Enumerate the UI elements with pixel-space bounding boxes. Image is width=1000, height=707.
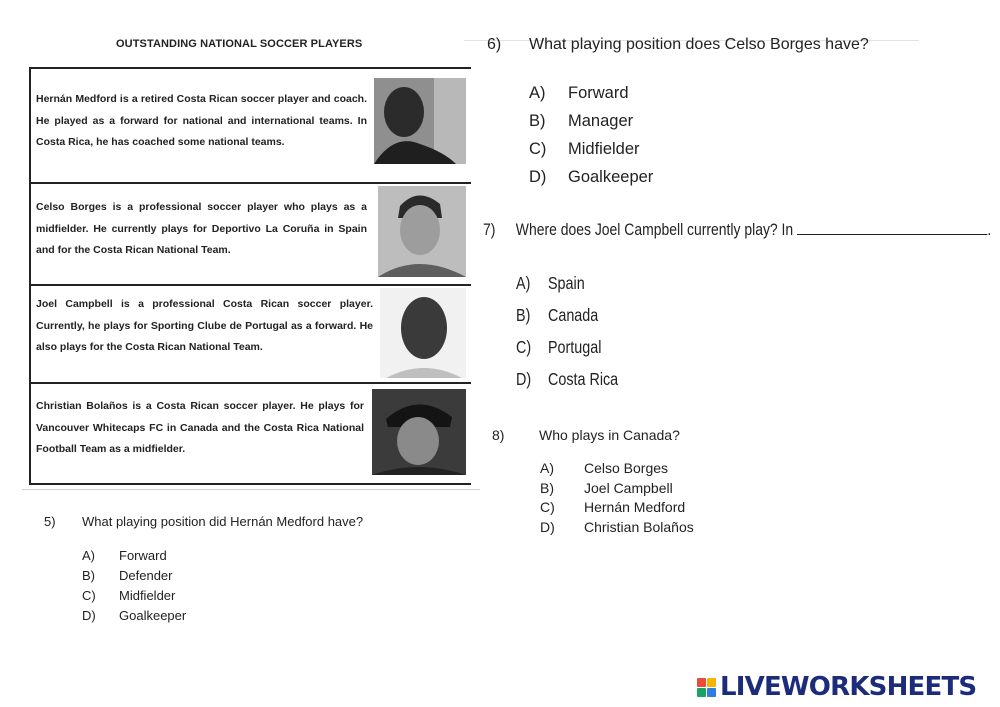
liveworksheets-logo[interactable] bbox=[697, 672, 976, 702]
question-5 bbox=[44, 514, 363, 529]
christian-bolanos-photo bbox=[372, 389, 466, 475]
player-row-medford bbox=[31, 69, 471, 184]
question-end: . bbox=[987, 220, 992, 239]
icon-tile bbox=[707, 678, 716, 687]
question-number: 8) bbox=[492, 427, 505, 443]
player-row-campbell bbox=[31, 284, 471, 384]
icon-tile bbox=[697, 678, 706, 687]
question-text: What playing position did Hernán Medford have? bbox=[82, 514, 364, 529]
question-number: 5) bbox=[44, 514, 56, 529]
player-bio: Christian Bolaños is a Costa Rican soccer player. He plays for Vancouver Whitecaps FC in Canada and the Costa Rica National Football Team as a midfielder. bbox=[36, 400, 364, 455]
player-bio: Joel Campbell is a professional Costa Rican soccer player. Currently, he plays for Sporting Clube de Portugal as a forward. He also plays for the Costa Rican National Team. bbox=[36, 298, 373, 353]
question-text: What playing position does Celso Borges have? bbox=[529, 36, 869, 53]
player-row-borges bbox=[31, 182, 471, 286]
question-7 bbox=[483, 220, 991, 240]
players-table bbox=[29, 67, 471, 485]
player-bio: Celso Borges is a professional soccer player who plays as a midfielder. He currently plays for Deportivo La Coruña in Spain and for the Costa Rican National Team. bbox=[36, 201, 367, 256]
answer-blank[interactable] bbox=[797, 220, 987, 235]
divider bbox=[22, 489, 480, 490]
question-number: 7) bbox=[483, 220, 496, 239]
question-text: Who plays in Canada? bbox=[539, 427, 680, 443]
brand-name: LIVEWORKSHEETS bbox=[720, 672, 977, 702]
worksheet-title: OUTSTANDING NATIONAL SOCCER PLAYERS bbox=[116, 38, 363, 50]
celso-borges-photo bbox=[378, 186, 466, 277]
question-6 bbox=[487, 36, 869, 54]
question-8 bbox=[492, 427, 680, 443]
question-number: 6) bbox=[487, 36, 502, 53]
icon-tile bbox=[697, 688, 706, 697]
hernan-medford-photo bbox=[374, 78, 466, 164]
player-bio: Hernán Medford is a retired Costa Rican soccer player and coach. He played as a forward for national and international teams. In Costa Rica, he has coached some national teams. bbox=[36, 93, 367, 148]
joel-campbell-photo bbox=[380, 288, 466, 378]
icon-tile bbox=[707, 688, 716, 697]
question-text: Where does Joel Campbell currently play? In bbox=[515, 220, 794, 239]
player-row-bolanos bbox=[31, 382, 471, 485]
liveworksheets-icon bbox=[697, 678, 716, 697]
